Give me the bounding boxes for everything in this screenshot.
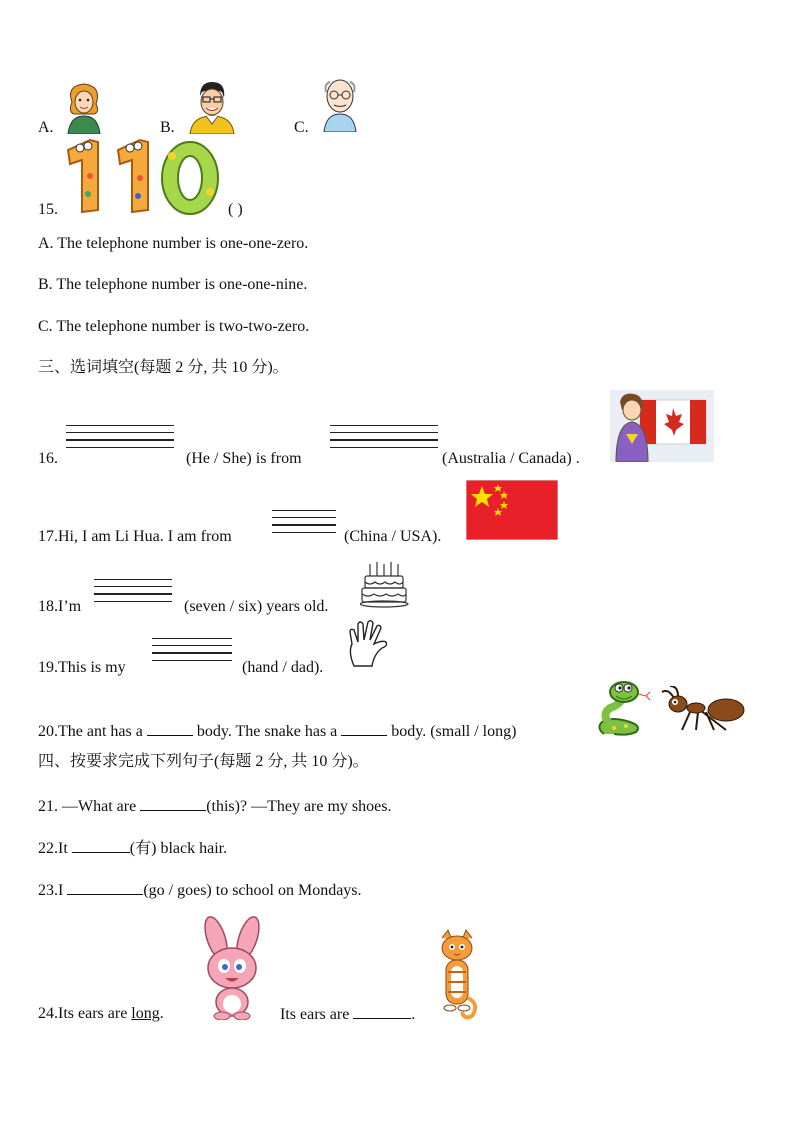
q16-number: 16. xyxy=(38,450,58,467)
q15-answer-bracket[interactable]: ( ) xyxy=(228,201,243,218)
q24-part1: 24.Its ears are xyxy=(38,1005,128,1022)
q23-part2: (go / goes) to school on Mondays. xyxy=(143,882,362,899)
q22-part1: 22.It xyxy=(38,840,68,857)
q20-text-part1 xyxy=(38,721,516,742)
q18-text-after: (seven / six) years old. xyxy=(184,598,329,615)
q20-blank-1[interactable] xyxy=(147,721,193,736)
q21-blank[interactable] xyxy=(140,796,206,811)
q19-text-after: (hand / dad). xyxy=(242,659,324,676)
section3-title: 三、选词填空(每题 2 分, 共 10 分)。 xyxy=(38,359,289,376)
q14-option-b: B. xyxy=(160,119,175,136)
q17-text-before: 17.Hi, I am Li Hua. I am from xyxy=(38,528,232,545)
q20-part3: body. (small / long) xyxy=(391,723,517,740)
q23-blank[interactable] xyxy=(67,880,143,895)
q21-part2: (this)? —They are my shoes. xyxy=(206,798,392,815)
q16-writing-lines-1[interactable] xyxy=(66,425,174,454)
cat-picture xyxy=(432,928,482,1020)
q20-blank-2[interactable] xyxy=(341,721,387,736)
q16-writing-lines-2[interactable] xyxy=(330,425,438,454)
q24-period: . xyxy=(159,1005,164,1022)
q24-underlined-word: long xyxy=(131,1005,160,1022)
q17-writing-lines[interactable] xyxy=(272,510,336,539)
q23-part1: 23.I xyxy=(38,882,64,899)
q16-middle-text: (He / She) is from xyxy=(186,450,302,467)
q24-blank[interactable] xyxy=(353,1004,411,1019)
old-man-picture xyxy=(318,74,362,132)
birthday-cake-picture xyxy=(360,560,410,608)
q15-option-c: C. The telephone number is two-two-zero. xyxy=(38,318,310,335)
q15-option-a: A. The telephone number is one-one-zero. xyxy=(38,235,309,252)
q23-line xyxy=(38,880,362,901)
q20-part1: 20.The ant has a xyxy=(38,723,143,740)
q21-part1: 21. —What are xyxy=(38,798,137,815)
woman-picture xyxy=(64,78,104,134)
q21-line xyxy=(38,796,391,817)
q24-line-right xyxy=(280,1004,415,1025)
q18-writing-lines[interactable] xyxy=(94,579,172,608)
q20-part2: body. The snake has a xyxy=(196,723,338,740)
boy-with-canada-flag-picture xyxy=(610,390,714,462)
q22-line xyxy=(38,838,227,859)
q16-end-text: (Australia / Canada) . xyxy=(442,450,580,467)
q14-option-a: A. xyxy=(38,119,54,136)
q24-line-left xyxy=(38,1004,164,1024)
man-with-glasses-picture xyxy=(186,78,238,134)
section4-title: 四、按要求完成下列句子(每题 2 分, 共 10 分)。 xyxy=(38,753,369,770)
q22-blank[interactable] xyxy=(72,838,130,853)
snake-picture xyxy=(594,678,654,738)
q24-part2: Its ears are xyxy=(280,1006,350,1023)
rabbit-picture xyxy=(188,916,278,1020)
number-110-picture xyxy=(60,136,224,216)
q24-end: . xyxy=(411,1006,416,1023)
q14-option-c: C. xyxy=(294,119,309,136)
q15-option-b: B. The telephone number is one-one-nine. xyxy=(38,276,308,293)
ant-picture xyxy=(660,686,748,734)
q18-text-before: 18.I’m xyxy=(38,598,82,615)
q19-text-before: 19.This is my xyxy=(38,659,126,676)
q19-writing-lines[interactable] xyxy=(152,638,232,667)
china-flag-picture xyxy=(466,480,558,540)
hand-picture xyxy=(344,618,390,668)
q17-text-after: (China / USA). xyxy=(344,528,442,545)
q22-part2: (有) black hair. xyxy=(129,840,228,857)
q15-number: 15. xyxy=(38,201,58,218)
